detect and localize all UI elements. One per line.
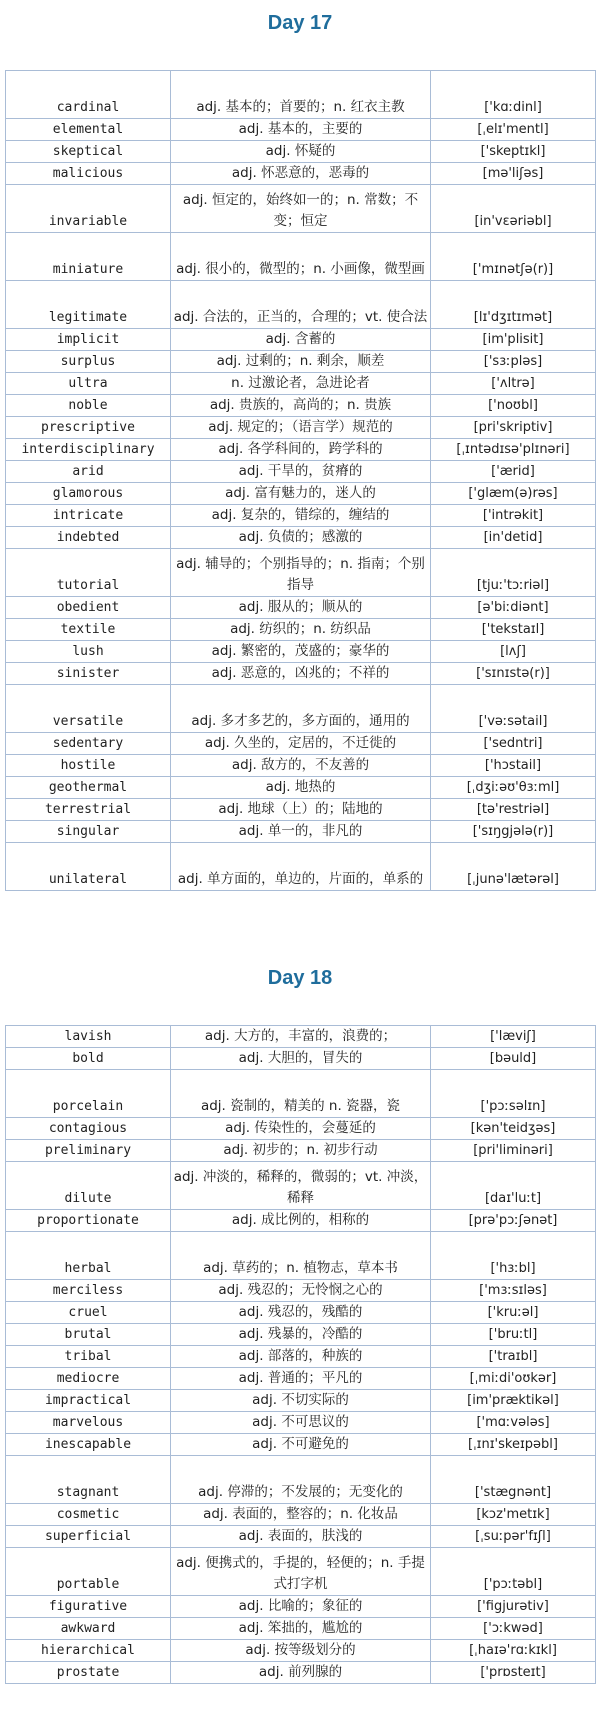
meaning-cell: adj. 初步的；n. 初步行动 [171,1140,431,1162]
table-row [6,281,596,329]
phonetic-cell: [ˌjunə'lætərəl] [431,843,596,891]
phonetic-cell: [bəuld] [431,1048,596,1070]
word-cell: hostile [6,755,171,777]
meaning-cell: adj. 按等级划分的 [171,1640,431,1662]
table-row [6,843,596,891]
meaning-cell: adj. 传染性的，会蔓延的 [171,1118,431,1140]
phonetic-cell: [ˌɪntədɪsə'plɪnəri] [431,439,596,461]
table-row [6,527,596,549]
day-18-title: Day 18 [267,967,333,989]
meaning-cell: adj. 大方的，丰富的，浪费的； [171,1026,431,1048]
meaning-cell: adj. 草药的；n. 植物志，草本书 [171,1232,431,1280]
word-cell: arid [6,461,171,483]
phonetic-cell: ['intrəkit] [431,505,596,527]
word-cell: awkward [6,1618,171,1640]
table-row [6,1280,596,1302]
meaning-cell: adj. 敌方的，不友善的 [171,755,431,777]
word-cell: portable [6,1548,171,1596]
table-row [6,1210,596,1232]
word-cell: contagious [6,1118,171,1140]
meaning-cell: adj. 停滞的；不发展的；无变化的 [171,1456,431,1504]
table-row [6,233,596,281]
meaning-cell: adj. 基本的，主要的 [171,119,431,141]
meaning-cell: adj. 残忍的；无怜悯之心的 [171,1280,431,1302]
meaning-cell: adj. 部落的，种族的 [171,1346,431,1368]
phonetic-cell: [daɪ'luːt] [431,1162,596,1210]
table-row [6,439,596,461]
word-cell: obedient [6,597,171,619]
meaning-cell: adj. 恒定的，始终如一的；n. 常数；不变；恒定 [171,185,431,233]
word-cell: sedentary [6,733,171,755]
phonetic-cell: ['figjurətiv] [431,1596,596,1618]
phonetic-cell: ['pɔːtəbl] [431,1548,596,1596]
word-cell: terrestrial [6,799,171,821]
phonetic-cell: ['sɪŋgjələ(r)] [431,821,596,843]
phonetic-cell: [ˌmiːdi'oʊkər] [431,1368,596,1390]
word-cell: cruel [6,1302,171,1324]
meaning-cell: adj. 各学科间的，跨学科的 [171,439,431,461]
meaning-cell: adj. 不可思议的 [171,1412,431,1434]
table-row [6,619,596,641]
table-row [6,1324,596,1346]
table-row [6,119,596,141]
table-row [6,1390,596,1412]
table-row [6,821,596,843]
word-cell: lavish [6,1026,171,1048]
meaning-cell: adj. 单一的，非凡的 [171,821,431,843]
word-cell: malicious [6,163,171,185]
table-row [6,163,596,185]
phonetic-cell: ['sɜːpləs] [431,351,596,373]
table-row [6,685,596,733]
word-cell: tribal [6,1346,171,1368]
word-cell: preliminary [6,1140,171,1162]
phonetic-cell: [kɔz'metɪk] [431,1504,596,1526]
table-row [6,549,596,597]
table-row [6,1302,596,1324]
table-row [6,395,596,417]
phonetic-cell: ['tekstaɪl] [431,619,596,641]
meaning-cell: adj. 含蓄的 [171,329,431,351]
word-cell: skeptical [6,141,171,163]
word-cell: porcelain [6,1070,171,1118]
phonetic-cell: ['vəːsətail] [431,685,596,733]
word-cell: impractical [6,1390,171,1412]
meaning-cell: adj. 怀疑的 [171,141,431,163]
word-cell: glamorous [6,483,171,505]
meaning-cell: adj. 普通的；平凡的 [171,1368,431,1390]
table-row [6,1434,596,1456]
table-row [6,1368,596,1390]
table-row [6,329,596,351]
phonetic-cell: [lɪ'dʒɪtɪmət] [431,281,596,329]
table-row [6,799,596,821]
table-row [6,1662,596,1684]
word-cell: legitimate [6,281,171,329]
phonetic-cell: [ˌsuːpər'fɪʃl] [431,1526,596,1548]
phonetic-cell: [im'plisit] [431,329,596,351]
word-cell: figurative [6,1596,171,1618]
meaning-cell: adj. 规定的；（语言学）规范的 [171,417,431,439]
table-row [6,483,596,505]
meaning-cell: adj. 前列腺的 [171,1662,431,1684]
table-row [6,1640,596,1662]
table-row [6,141,596,163]
phonetic-cell: [ˌhaɪə'rɑːkɪkl] [431,1640,596,1662]
word-cell: indebted [6,527,171,549]
word-cell: dilute [6,1162,171,1210]
word-cell: noble [6,395,171,417]
table-row [6,755,596,777]
phonetic-cell: ['pɔːsəlɪn] [431,1070,596,1118]
phonetic-cell: ['stægnənt] [431,1456,596,1504]
phonetic-cell: [ˌdʒiːəʊ'θɜːml] [431,777,596,799]
word-cell: singular [6,821,171,843]
word-cell: tutorial [6,549,171,597]
phonetic-cell: ['mɪnətʃə(r)] [431,233,596,281]
phonetic-cell: [pri'liminəri] [431,1140,596,1162]
word-cell: stagnant [6,1456,171,1504]
word-cell: bold [6,1048,171,1070]
phonetic-cell: [lʌʃ] [431,641,596,663]
table-row [6,663,596,685]
word-cell: intricate [6,505,171,527]
meaning-cell: adj. 瓷制的，精美的 n. 瓷器，瓷 [171,1070,431,1118]
phonetic-cell: ['hɔstail] [431,755,596,777]
word-cell: superficial [6,1526,171,1548]
meaning-cell: adj. 表面的，肤浅的 [171,1526,431,1548]
table-row [6,1456,596,1504]
phonetic-cell: [ə'biːdiənt] [431,597,596,619]
phonetic-cell: [pri'skriptiv] [431,417,596,439]
meaning-cell: adj. 很小的，微型的；n. 小画像，微型画 [171,233,431,281]
phonetic-cell: ['sedntri] [431,733,596,755]
phonetic-cell: ['ʌltrə] [431,373,596,395]
table-row [6,505,596,527]
phonetic-cell: [im'præktikəl] [431,1390,596,1412]
phonetic-cell: [ˌelɪ'mentl] [431,119,596,141]
word-cell: elemental [6,119,171,141]
meaning-cell: adj. 不可避免的 [171,1434,431,1456]
meaning-cell: adj. 成比例的，相称的 [171,1210,431,1232]
word-cell: prostate [6,1662,171,1684]
phonetic-cell: ['ɔːkwəd] [431,1618,596,1640]
word-cell: ultra [6,373,171,395]
table-row [6,1346,596,1368]
meaning-cell: adj. 干旱的，贫瘠的 [171,461,431,483]
phonetic-cell: ['kɑːdinl] [431,71,596,119]
table-row [6,1140,596,1162]
phonetic-cell: [kən'teidʒəs] [431,1118,596,1140]
table-row [6,1412,596,1434]
word-cell: invariable [6,185,171,233]
meaning-cell: adj. 辅导的；个别指导的；n. 指南；个别指导 [171,549,431,597]
table-row [6,1070,596,1118]
table-row [6,71,596,119]
table-row [6,351,596,373]
table-row [6,597,596,619]
word-cell: herbal [6,1232,171,1280]
phonetic-cell: ['hɜːbl] [431,1232,596,1280]
meaning-cell: adj. 基本的；首要的；n. 红衣主教 [171,71,431,119]
word-cell: brutal [6,1324,171,1346]
meaning-cell: adj. 笨拙的，尴尬的 [171,1618,431,1640]
phonetic-cell: ['skeptɪkl] [431,141,596,163]
word-cell: merciless [6,1280,171,1302]
phonetic-cell: [tjuː'tɔːriəl] [431,549,596,597]
table-row [6,1526,596,1548]
word-cell: prescriptive [6,417,171,439]
meaning-cell: adj. 复杂的，错综的，缠结的 [171,505,431,527]
meaning-cell: adj. 比喻的；象征的 [171,1596,431,1618]
table-row [6,1162,596,1210]
table-row [6,373,596,395]
phonetic-cell: ['mɜːsɪləs] [431,1280,596,1302]
phonetic-cell: [in'detid] [431,527,596,549]
table-row [6,777,596,799]
table-row [6,1026,596,1048]
meaning-cell: adj. 多才多艺的，多方面的，通用的 [171,685,431,733]
meaning-cell: adj. 过剩的；n. 剩余，顺差 [171,351,431,373]
meaning-cell: adj. 负债的；感激的 [171,527,431,549]
phonetic-cell: [in'vɛəriəbl] [431,185,596,233]
table-row [6,1618,596,1640]
meaning-cell: adj. 纺织的；n. 纺织品 [171,619,431,641]
table-row [6,1504,596,1526]
phonetic-cell: [tə'restriəl] [431,799,596,821]
table-row [6,1048,596,1070]
phonetic-cell: ['noʊbl] [431,395,596,417]
day-17-title: Day 17 [267,12,333,34]
phonetic-cell: ['ærid] [431,461,596,483]
word-cell: implicit [6,329,171,351]
table-row [6,641,596,663]
meaning-cell: adj. 久坐的，定居的，不迁徙的 [171,733,431,755]
phonetic-cell: ['glæm(ə)rəs] [431,483,596,505]
table-row [6,461,596,483]
meaning-cell: adj. 便携式的，手提的，轻便的；n. 手提式打字机 [171,1548,431,1596]
meaning-cell: adj. 合法的，正当的，合理的；vt. 使合法 [171,281,431,329]
word-cell: lush [6,641,171,663]
meaning-cell: adj. 残暴的，冷酷的 [171,1324,431,1346]
meaning-cell: adj. 冲淡的，稀释的，微弱的；vt. 冲淡，稀释 [171,1162,431,1210]
meaning-cell: adj. 服从的；顺从的 [171,597,431,619]
phonetic-cell: ['kruːəl] [431,1302,596,1324]
phonetic-cell: [ˌɪnɪ'skeɪpəbl] [431,1434,596,1456]
word-cell: geothermal [6,777,171,799]
table-row [6,1118,596,1140]
word-cell: inescapable [6,1434,171,1456]
table-row [6,1596,596,1618]
meaning-cell: adj. 地球（上）的；陆地的 [171,799,431,821]
meaning-cell: adj. 不切实际的 [171,1390,431,1412]
word-cell: versatile [6,685,171,733]
phonetic-cell: ['mɑːvələs] [431,1412,596,1434]
word-cell: miniature [6,233,171,281]
table-row [6,1548,596,1596]
word-cell: cosmetic [6,1504,171,1526]
meaning-cell: adj. 怀恶意的，恶毒的 [171,163,431,185]
phonetic-cell: ['læviʃ] [431,1026,596,1048]
word-cell: textile [6,619,171,641]
day-17-vocab-table [5,70,596,891]
table-row [6,1232,596,1280]
word-cell: marvelous [6,1412,171,1434]
phonetic-cell: [prə'pɔːʃənət] [431,1210,596,1232]
word-cell: cardinal [6,71,171,119]
phonetic-cell: [mə'liʃəs] [431,163,596,185]
phonetic-cell: ['prɒsteɪt] [431,1662,596,1684]
word-cell: unilateral [6,843,171,891]
meaning-cell: adj. 表面的，整容的；n. 化妆品 [171,1504,431,1526]
word-cell: mediocre [6,1368,171,1390]
meaning-cell: n. 过激论者，急进论者 [171,373,431,395]
table-row [6,417,596,439]
table-row [6,733,596,755]
phonetic-cell: ['bruːtl] [431,1324,596,1346]
meaning-cell: adj. 大胆的，冒失的 [171,1048,431,1070]
word-cell: interdisciplinary [6,439,171,461]
table-row [6,185,596,233]
meaning-cell: adj. 富有魅力的，迷人的 [171,483,431,505]
meaning-cell: adj. 贵族的，高尚的；n. 贵族 [171,395,431,417]
phonetic-cell: ['traɪbl] [431,1346,596,1368]
meaning-cell: adj. 繁密的，茂盛的；豪华的 [171,641,431,663]
day-18-vocab-table [5,1025,596,1684]
word-cell: hierarchical [6,1640,171,1662]
meaning-cell: adj. 地热的 [171,777,431,799]
word-cell: sinister [6,663,171,685]
word-cell: surplus [6,351,171,373]
phonetic-cell: ['sɪnɪstə(r)] [431,663,596,685]
meaning-cell: adj. 单方面的，单边的，片面的，单系的 [171,843,431,891]
meaning-cell: adj. 残忍的，残酷的 [171,1302,431,1324]
word-cell: proportionate [6,1210,171,1232]
meaning-cell: adj. 恶意的，凶兆的；不祥的 [171,663,431,685]
